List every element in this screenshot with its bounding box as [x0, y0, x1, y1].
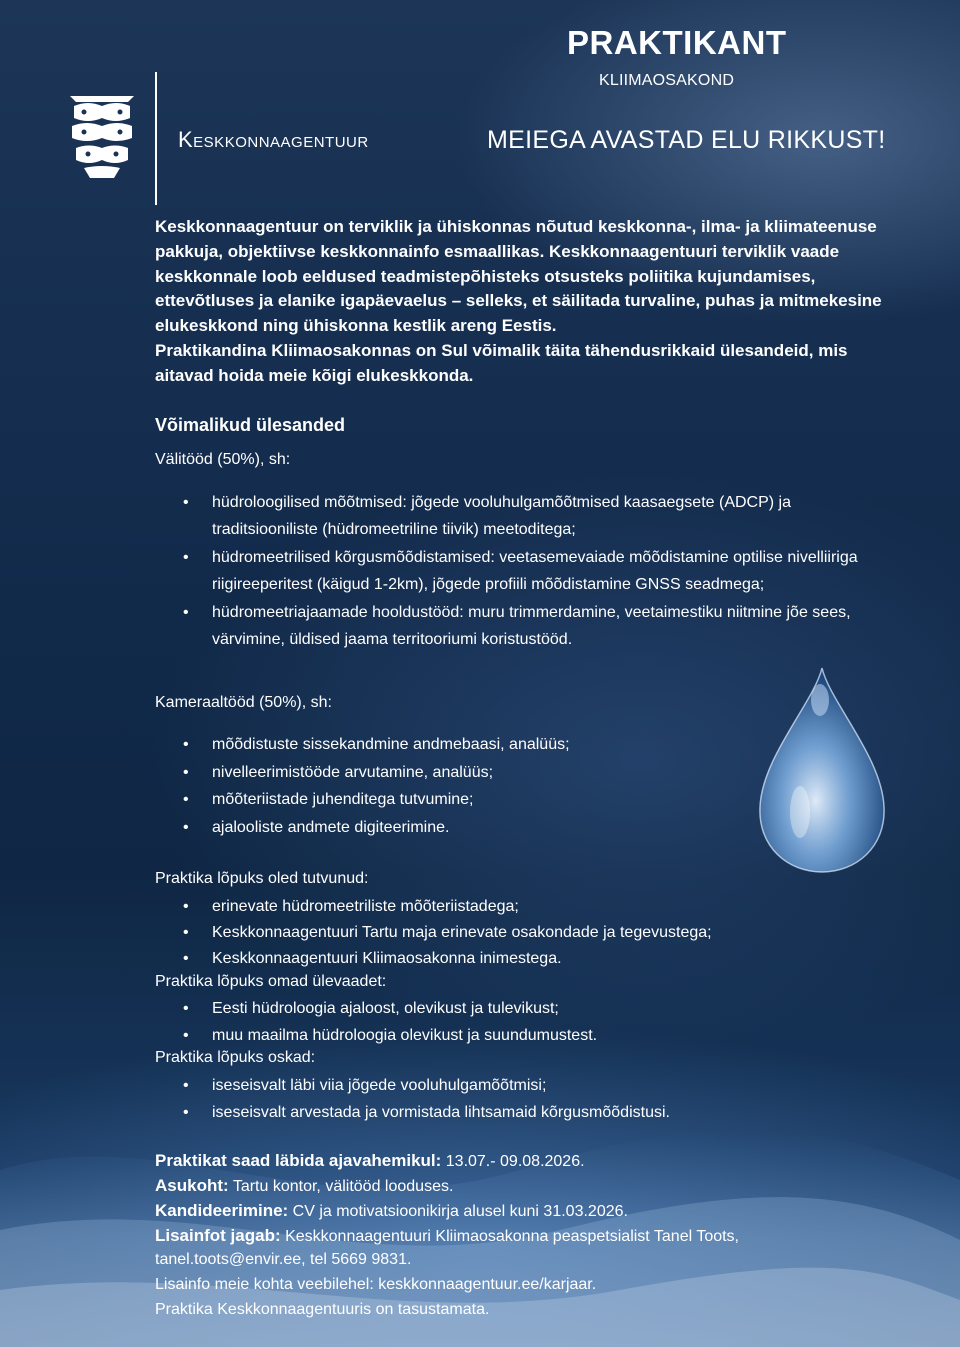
field-work-list [155, 489, 895, 654]
familiar-label: Praktika lõpuks oled tutvunud: [155, 870, 369, 887]
period-label: Praktikat saad läbida ajavahemikul: [155, 1151, 442, 1170]
list-item: • ajalooliste andmete digiteerimine. [155, 814, 570, 842]
location-label: Asukoht: [155, 1176, 229, 1195]
overview-list [155, 995, 597, 1049]
overview-label: Praktika lõpuks omad ülevaadet: [155, 973, 387, 990]
period-value: 13.07.- 09.08.2026. [445, 1153, 585, 1170]
list-item: • mõõdistuste sissekandmine andmebaasi, analüüs; [155, 731, 570, 759]
list-item: • Keskkonnaagentuuri Kliimaosakonna inimestega. [155, 946, 712, 972]
intro-paragraph-2: Praktikandina Kliimaosakonnas on Sul võimalik täita tähendusrikkaid ülesandeid, mis aitavad hoida meie kõigi elukeskkonda. [155, 340, 848, 385]
field-work-label: Välitööd (50%), sh: [155, 451, 291, 468]
apply-label: Kandideerimine: [155, 1201, 289, 1220]
list-item: • muu maailma hüdroloogia olevikust ja suundumustest. [155, 1022, 597, 1049]
contact-label: Lisainfot jagab: [155, 1226, 281, 1245]
list-item: • hüdroloogilised mõõtmised: jõgede vooluhulgamõõtmised kaasaegsete (ADCP) ja traditsiooniliste (hüdromeetriline tiivik) meetoditega; [155, 489, 895, 543]
unpaid-note: Praktika Keskkonnaagentuuris on tasustamata. [155, 1301, 490, 1318]
list-item: • nivelleerimistööde arvutamine, analüüs; [155, 759, 570, 787]
list-item: • mõõteriistade juhenditega tutvumine; [155, 786, 570, 814]
contact-line [155, 1226, 739, 1246]
contact-value: Keskkonnaagentuuri Kliimaosakonna peaspetsialist Tanel Toots, [285, 1228, 739, 1245]
apply-line [155, 1201, 628, 1221]
list-item: • Eesti hüdroloogia ajaloost, olevikust ja tulevikust; [155, 995, 597, 1022]
header-divider [155, 72, 157, 205]
list-item: • hüdromeetriajaamade hooldustööd: muru trimmerdamine, veetaimestiku niitmine jõe sees, värvimine, üldised jaama territooriumi koristustööd. [155, 599, 895, 653]
skills-label: Praktika lõpuks oskad: [155, 1049, 316, 1066]
list-item: • hüdromeetrilised kõrgusmõõdistamised: veetasemevaiade mõõdistamine optilise nivelliiriga riigireeperitest (käigud 1-2km), jõgede profiili mõõdistamine GNSS seadmega; [155, 544, 895, 598]
list-item: • erinevate hüdromeetriliste mõõteriistadega; [155, 894, 712, 920]
location-value: Tartu kontor, välitööd looduses. [232, 1178, 454, 1195]
list-item: • iseseisvalt arvestada ja vormistada lihtsamaid kõrgusmõõdistusi. [155, 1099, 670, 1126]
familiar-list [155, 894, 712, 972]
list-item: • iseseisvalt läbi viia jõgede vooluhulgamõõtmisi; [155, 1072, 670, 1099]
web-info-line: Lisainfo meie kohta veebilehel: keskkonnaagentuur.ee/karjaar. [155, 1276, 597, 1293]
intro-paragraph-1: Keskkonnaagentuur on terviklik ja ühiskonnas nõutud keskkonna-, ilma- ja kliimateenuse pakkuja, objektiivse keskkonnainfo esmaallikas. Keskkonnaagentuuri terviklik vaade keskkonnale loob eeldused teadmistepõhisteks otsusteks poliitika kujundamises, ettevõtluses ja elanike igapäevaelus – selleks, et säilitada turvaline, puhas ja mitmekesine elukeskkond ning ühiskonna kestlik areng Eestis. [155, 217, 882, 336]
page-title: PRAKTIKANT [567, 24, 787, 61]
list-item: • Keskkonnaagentuuri Tartu maja erinevate osakondade ja tegevustega; [155, 920, 712, 946]
tasks-heading: Võimalikud ülesanded [155, 415, 346, 435]
location-line [155, 1176, 453, 1196]
department-name: KLIIMAOSAKOND [599, 72, 735, 89]
water-drop-icon [752, 662, 892, 877]
apply-value: CV ja motivatsioonikirja alusel kuni 31.03.2026. [292, 1203, 628, 1220]
agency-name: Keskkonnaagentuur [178, 127, 369, 152]
intro-text [155, 215, 895, 389]
estonian-coat-of-arms-icon [66, 92, 138, 184]
period-line [155, 1151, 585, 1171]
skills-list [155, 1072, 670, 1126]
contact-details: tanel.toots@envir.ee, tel 5669 9831. [155, 1251, 412, 1268]
office-work-list [155, 731, 570, 841]
slogan: MEIEGA AVASTAD ELU RIKKUST! [487, 126, 886, 154]
office-work-label: Kameraaltööd (50%), sh: [155, 694, 332, 711]
